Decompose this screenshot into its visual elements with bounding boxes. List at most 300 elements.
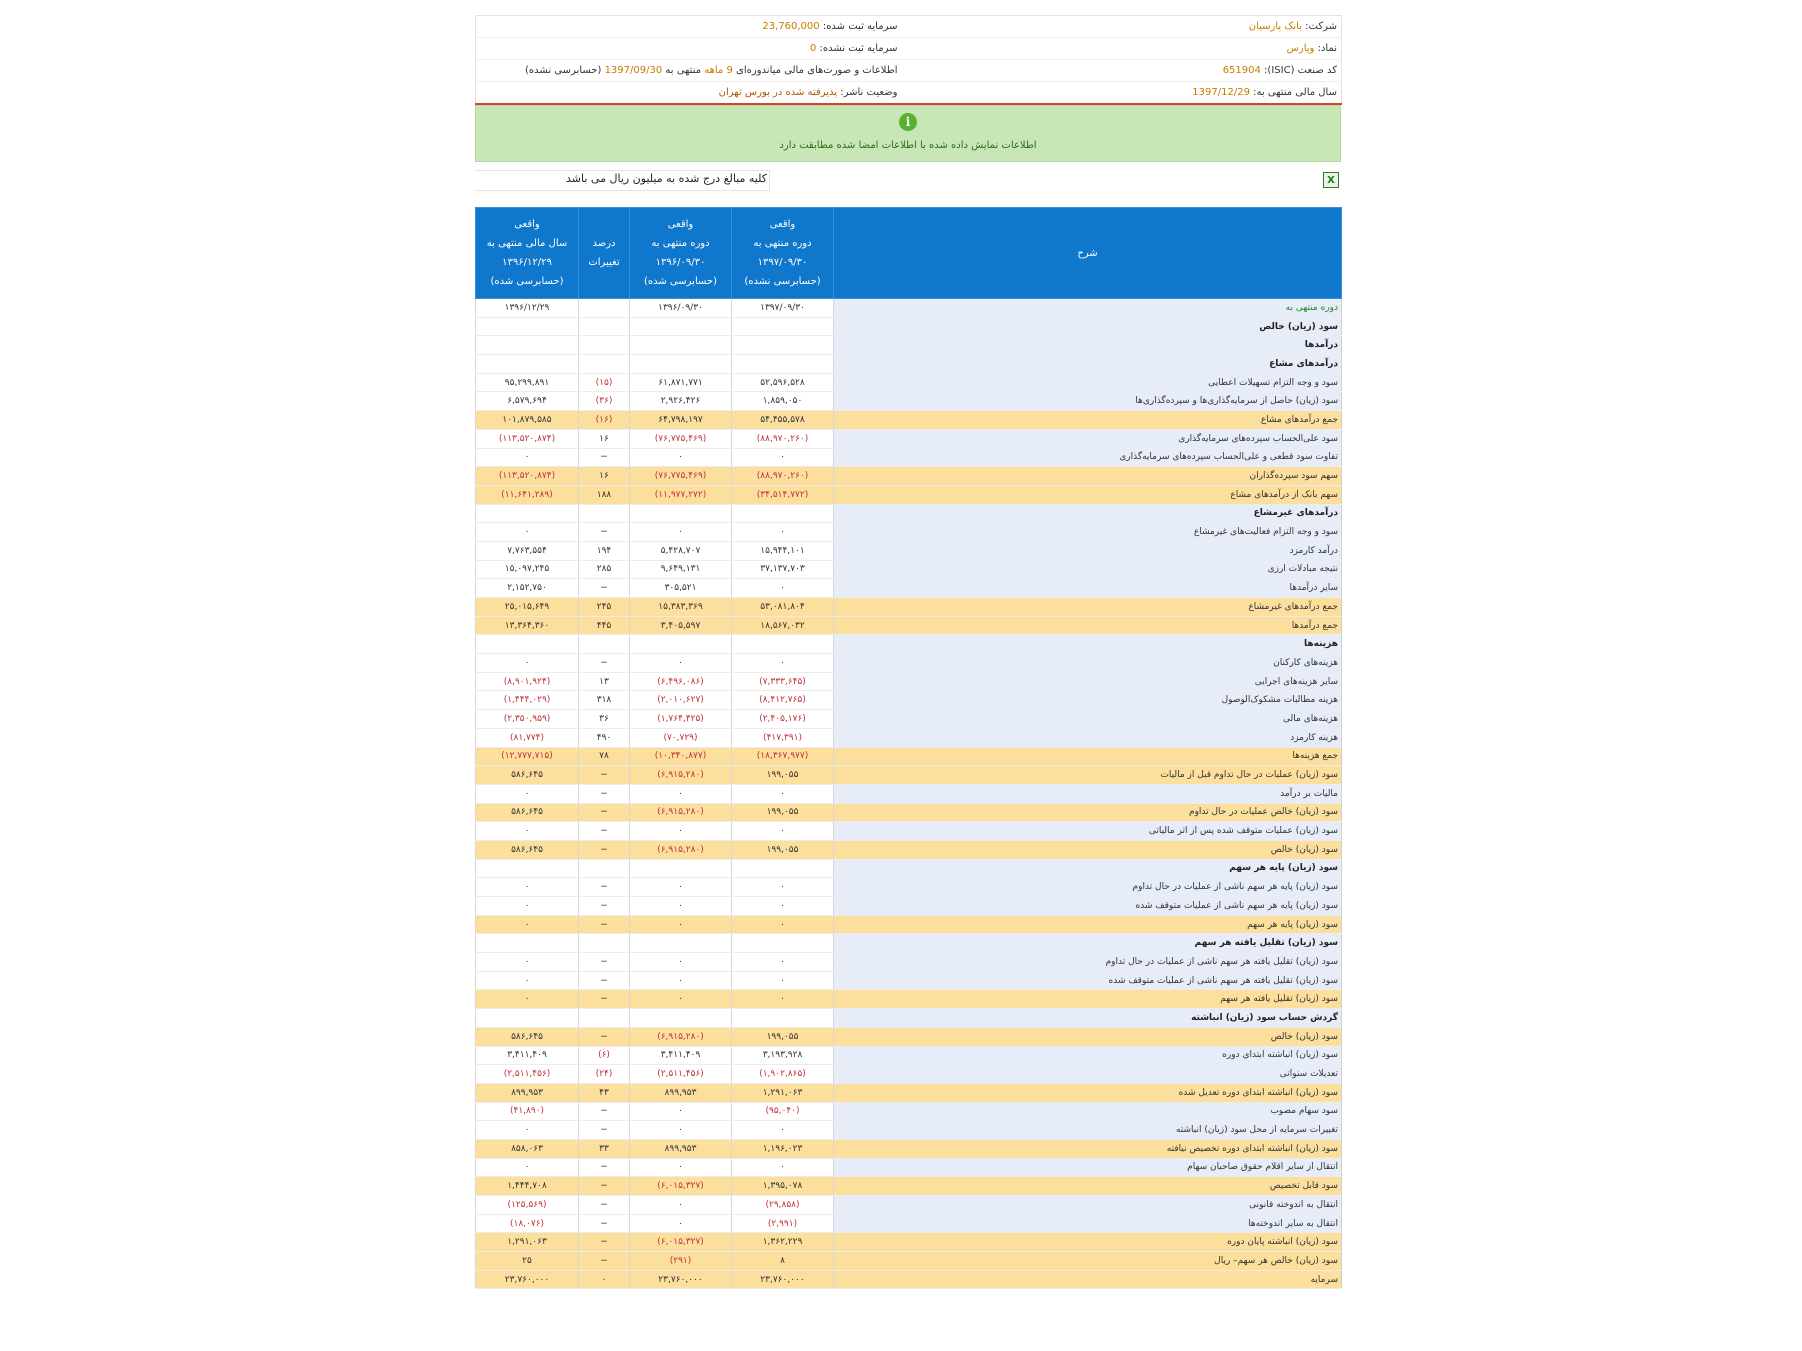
value-change: ۱۶ [579, 467, 630, 486]
value-year: ۰ [476, 784, 579, 803]
value-current: ۰ [732, 915, 834, 934]
row-description: سود (زیان) انباشته ابتدای دوره تخصیص نیافته [834, 1139, 1342, 1158]
value-current [732, 635, 834, 654]
value-prior: ۰ [630, 784, 732, 803]
value-current: ۰ [732, 822, 834, 841]
row-description: هزینه‌ها [834, 635, 1342, 654]
value-current: ۱,۸۵۹,۰۵۰ [732, 392, 834, 411]
value-year [476, 934, 579, 953]
value-current: ۱۹۹,۰۵۵ [732, 1027, 834, 1046]
verification-message: اطلاعات نمایش داده شده با اطلاعات امضا شده مطابقت دارد [779, 140, 1037, 151]
table-row [476, 672, 1342, 691]
status-value: پذیرفته شده در بورس تهران [718, 87, 838, 98]
table-row [476, 504, 1342, 523]
table-row [476, 766, 1342, 785]
value-prior: ۰ [630, 971, 732, 990]
value-change: ۴۴۵ [579, 616, 630, 635]
value-prior: ۰ [630, 523, 732, 542]
value-prior: ۶۴,۷۹۸,۱۹۷ [630, 411, 732, 430]
value-prior: (۱۱,۹۷۷,۲۷۲) [630, 485, 732, 504]
header-col-current-l2: دوره منتهی به [753, 238, 812, 249]
value-change: ۱۹۴ [579, 541, 630, 560]
table-row [476, 560, 1342, 579]
value-prior: ۰ [630, 897, 732, 916]
table-row [476, 878, 1342, 897]
value-year: ۲۵ [476, 1252, 579, 1271]
value-year: ۲,۱۵۲,۷۵۰ [476, 579, 579, 598]
header-col-year-l4: (حسابرسی شده) [490, 276, 564, 287]
row-description: سود (زیان) تقلیل یافته هر سهم [834, 990, 1342, 1009]
value-prior: ۰ [630, 1214, 732, 1233]
header-col-prior-l3: ۱۳۹۶/۰۹/۳۰ [655, 257, 706, 268]
value-year: ۱۵,۰۹۷,۲۴۵ [476, 560, 579, 579]
currency-row [475, 162, 1341, 196]
header-col-year-l1: واقعی [514, 219, 540, 230]
table-row [476, 355, 1342, 374]
value-change: − [579, 1214, 630, 1233]
value-change: − [579, 1252, 630, 1271]
value-current [732, 934, 834, 953]
table-row [476, 579, 1342, 598]
value-prior: ۳,۴۱۱,۴۰۹ [630, 1046, 732, 1065]
row-description: جمع هزینه‌ها [834, 747, 1342, 766]
table-row [476, 1196, 1342, 1215]
value-change: (۳۶) [579, 392, 630, 411]
table-header-row [476, 208, 1342, 299]
table-row [476, 1214, 1342, 1233]
row-description: سود (زیان) انباشته پایان دوره [834, 1233, 1342, 1252]
reg-capital-label: سرمایه ثبت شده: [822, 21, 898, 32]
value-change: ۰ [579, 1270, 630, 1289]
status-label: وضعیت ناشر: [840, 87, 898, 98]
table-row [476, 710, 1342, 729]
table-row [476, 654, 1342, 673]
table-row [476, 859, 1342, 878]
value-change: − [579, 1177, 630, 1196]
value-year [476, 317, 579, 336]
row-description: سود (زیان) عملیات متوقف شده پس از اثر مالیاتی [834, 822, 1342, 841]
table-row [476, 1121, 1342, 1140]
header-col-year-l3: ۱۳۹۶/۱۲/۲۹ [502, 257, 552, 268]
value-year: (۲,۵۱۱,۴۵۶) [476, 1065, 579, 1084]
value-current: ۱۹۹,۰۵۵ [732, 840, 834, 859]
value-current: ۱,۳۶۲,۲۲۹ [732, 1233, 834, 1252]
value-prior: (۷۰,۷۲۹) [630, 728, 732, 747]
company-cell [902, 16, 1342, 38]
table-row [476, 1027, 1342, 1046]
value-prior: ۰ [630, 953, 732, 972]
table-row [476, 336, 1342, 355]
header-col-year [476, 208, 579, 299]
value-change: (۱۶) [579, 411, 630, 430]
value-change: − [579, 1196, 630, 1215]
value-year: (۸۱,۷۷۴) [476, 728, 579, 747]
value-current: (۸۸,۹۷۰,۲۶۰) [732, 467, 834, 486]
row-description: تفاوت سود قطعی و علی‌الحساب سپرده‌های سرمایه‌گذاری [834, 448, 1342, 467]
value-current: ۰ [732, 953, 834, 972]
unreg-capital-cell [476, 38, 902, 60]
value-prior: (۶,۴۹۶,۰۸۶) [630, 672, 732, 691]
table-row [476, 541, 1342, 560]
value-current: ۱۹۹,۰۵۵ [732, 803, 834, 822]
value-current: ۱,۲۹۱,۰۶۳ [732, 1083, 834, 1102]
value-change: − [579, 448, 630, 467]
value-year: ۸۹۹,۹۵۳ [476, 1083, 579, 1102]
value-year: (۸,۹۰۱,۹۲۴) [476, 672, 579, 691]
value-current [732, 336, 834, 355]
value-year: ۰ [476, 448, 579, 467]
value-year: ۵۸۶,۶۴۵ [476, 840, 579, 859]
value-year: ۰ [476, 915, 579, 934]
verification-notice [475, 105, 1341, 162]
row-description: سود قابل تخصیص [834, 1177, 1342, 1196]
value-current: ۵۴,۴۵۵,۵۷۸ [732, 411, 834, 430]
value-prior [630, 635, 732, 654]
value-prior [630, 1009, 732, 1028]
row-description: جمع درآمدهای مشاع [834, 411, 1342, 430]
value-current: ۸ [732, 1252, 834, 1271]
row-description: سود علی‌الحساب سپرده‌های سرمایه‌گذاری [834, 429, 1342, 448]
value-year: ۳,۴۱۱,۴۰۹ [476, 1046, 579, 1065]
value-current: ۳,۱۹۳,۹۲۸ [732, 1046, 834, 1065]
value-current [732, 1009, 834, 1028]
report-prefix: اطلاعات و صورت‌های مالی میاندوره‌ای [736, 65, 898, 76]
symbol-value[interactable]: وپارس [1286, 43, 1315, 54]
value-current: ۱,۱۹۶,۰۲۳ [732, 1139, 834, 1158]
value-year: ۵۸۶,۶۴۵ [476, 1027, 579, 1046]
value-year: ۲۳,۷۶۰,۰۰۰ [476, 1270, 579, 1289]
value-change [579, 317, 630, 336]
value-prior: (۷۶,۷۷۵,۴۶۹) [630, 467, 732, 486]
value-year: (۴۱,۸۹۰) [476, 1102, 579, 1121]
value-prior: ۰ [630, 1121, 732, 1140]
value-prior: ۲,۹۲۶,۴۲۶ [630, 392, 732, 411]
value-current: (۷,۳۳۳,۶۴۵) [732, 672, 834, 691]
value-prior: ۵,۴۲۸,۷۰۷ [630, 541, 732, 560]
table-row [476, 1083, 1342, 1102]
value-change: − [579, 803, 630, 822]
table-row [476, 747, 1342, 766]
value-change [579, 504, 630, 523]
report-container [475, 15, 1341, 1289]
value-current: ۱۳۹۷/۰۹/۳۰ [732, 299, 834, 318]
value-current: (۹۵,۰۴۰) [732, 1102, 834, 1121]
row-description: سود سهام مصوب [834, 1102, 1342, 1121]
value-current: ۰ [732, 897, 834, 916]
value-current: (۲,۹۹۱) [732, 1214, 834, 1233]
row-description: سود (زیان) پایه هر سهم [834, 859, 1342, 878]
row-description: سود و وجه التزام فعالیت‌های غیرمشاع [834, 523, 1342, 542]
row-description: سایر هزینه‌های اجرایی [834, 672, 1342, 691]
value-change: − [579, 1158, 630, 1177]
value-prior: ۰ [630, 1102, 732, 1121]
row-description: سایر درآمدها [834, 579, 1342, 598]
value-change [579, 934, 630, 953]
header-col-current-l4: (حسابرسی نشده) [744, 276, 821, 287]
value-year: ۰ [476, 654, 579, 673]
value-current [732, 355, 834, 374]
value-change: − [579, 915, 630, 934]
row-description: دوره منتهی به [834, 299, 1342, 318]
value-year: (۱۲,۷۷۷,۷۱۵) [476, 747, 579, 766]
report-mid: منتهی به [665, 65, 702, 76]
row-description: هزینه‌های کارکنان [834, 654, 1342, 673]
table-row [476, 523, 1342, 542]
table-row [476, 1046, 1342, 1065]
value-current: (۳۴,۵۱۴,۷۷۲) [732, 485, 834, 504]
header-col-current-l3: ۱۳۹۷/۰۹/۳۰ [757, 257, 808, 268]
value-prior: ۱۵,۳۸۳,۳۶۹ [630, 598, 732, 617]
value-current: ۰ [732, 579, 834, 598]
value-year: ۰ [476, 990, 579, 1009]
row-description: سود و وجه التزام تسهیلات اعطایی [834, 373, 1342, 392]
table-row [476, 392, 1342, 411]
value-current: ۰ [732, 1121, 834, 1140]
table-row [476, 411, 1342, 430]
value-year: ۵۸۶,۶۴۵ [476, 803, 579, 822]
row-description: نتیجه مبادلات ارزی [834, 560, 1342, 579]
value-prior: ۰ [630, 448, 732, 467]
table-row [476, 1158, 1342, 1177]
value-change [579, 336, 630, 355]
row-description: انتقال به سایر اندوخته‌ها [834, 1214, 1342, 1233]
table-row [476, 1270, 1342, 1289]
table-row [476, 1009, 1342, 1028]
value-current: (۲۹,۸۵۸) [732, 1196, 834, 1215]
unreg-capital-value: 0 [809, 43, 817, 54]
unreg-capital-label: سرمایه ثبت نشده: [819, 43, 898, 54]
value-change: − [579, 784, 630, 803]
fiscal-cell [902, 82, 1342, 105]
row-description: سود (زیان) انباشته ابتدای دوره [834, 1046, 1342, 1065]
value-year: (۱۱۳,۵۲۰,۸۷۴) [476, 467, 579, 486]
value-current: (۸۸,۹۷۰,۲۶۰) [732, 429, 834, 448]
value-prior: (۱,۷۶۴,۴۲۵) [630, 710, 732, 729]
value-year: ۰ [476, 1121, 579, 1140]
value-change: − [579, 579, 630, 598]
table-row [476, 1139, 1342, 1158]
value-current: ۱۵,۹۴۴,۱۰۱ [732, 541, 834, 560]
isic-cell [902, 60, 1342, 82]
row-description: سود (زیان) خالص [834, 1027, 1342, 1046]
value-year [476, 355, 579, 374]
table-row [476, 990, 1342, 1009]
table-row [476, 691, 1342, 710]
value-current [732, 317, 834, 336]
table-row [476, 803, 1342, 822]
table-row [476, 616, 1342, 635]
value-current: (۴۱۷,۳۹۱) [732, 728, 834, 747]
value-prior [630, 859, 732, 878]
value-current: ۰ [732, 971, 834, 990]
value-current: ۳۷,۱۳۷,۷۰۳ [732, 560, 834, 579]
table-row [476, 784, 1342, 803]
row-description: درآمدهای غیرمشاع [834, 504, 1342, 523]
value-year: ۰ [476, 971, 579, 990]
value-change: − [579, 953, 630, 972]
header-col-prior [630, 208, 732, 299]
value-prior [630, 934, 732, 953]
row-description: سود (زیان) پایه هر سهم [834, 915, 1342, 934]
value-prior: (۶,۹۱۵,۲۸۰) [630, 1027, 732, 1046]
row-description: انتقال از سایر اقلام حقوق صاحبان سهام [834, 1158, 1342, 1177]
value-prior: ۲۳,۷۶۰,۰۰۰ [630, 1270, 732, 1289]
company-name[interactable]: بانک پارسیان [1248, 21, 1302, 32]
value-change: ۱۶ [579, 429, 630, 448]
value-prior [630, 504, 732, 523]
value-year: (۱,۴۴۴,۰۲۹) [476, 691, 579, 710]
value-year: ۱,۴۴۴,۷۰۸ [476, 1177, 579, 1196]
value-year: ۷,۷۶۳,۵۵۴ [476, 541, 579, 560]
table-row [476, 373, 1342, 392]
value-change: ۳۱۸ [579, 691, 630, 710]
header-col-change [579, 208, 630, 299]
value-change [579, 355, 630, 374]
value-prior [630, 336, 732, 355]
row-description: سرمایه [834, 1270, 1342, 1289]
value-change: (۶) [579, 1046, 630, 1065]
table-row [476, 1065, 1342, 1084]
report-date: 1397/09/30 [604, 65, 663, 76]
row-description: سود (زیان) تقلیل یافته هر سهم ناشی از عملیات متوقف شده [834, 971, 1342, 990]
value-current: ۱,۳۹۵,۰۷۸ [732, 1177, 834, 1196]
table-row [476, 467, 1342, 486]
value-change [579, 635, 630, 654]
value-year: ۱۳۹۶/۱۲/۲۹ [476, 299, 579, 318]
company-label: شرکت: [1305, 21, 1337, 32]
row-description: سود (زیان) پایه هر سهم ناشی از عملیات در حال تداوم [834, 878, 1342, 897]
header-desc: شرح [834, 208, 1342, 299]
value-prior: ۰ [630, 878, 732, 897]
value-change: − [579, 990, 630, 1009]
value-prior: ۰ [630, 915, 732, 934]
table-row [476, 485, 1342, 504]
value-change: − [579, 1027, 630, 1046]
value-year: ۵۸۶,۶۴۵ [476, 766, 579, 785]
row-description: جمع درآمدهای غیرمشاع [834, 598, 1342, 617]
value-year: ۱,۲۹۱,۰۶۳ [476, 1233, 579, 1252]
value-current [732, 504, 834, 523]
value-year: (۱۲۵,۵۶۹) [476, 1196, 579, 1215]
header-col-prior-l2: دوره منتهی به [651, 238, 710, 249]
value-year [476, 859, 579, 878]
header-col-change-l1: درصد [592, 238, 616, 249]
reg-capital-value: 23,760,000 [762, 21, 820, 32]
value-year [476, 1009, 579, 1028]
currency-note: کلیه مبالغ درج شده به میلیون ریال می باشد [566, 172, 767, 185]
value-prior: (۶,۰۱۵,۳۲۷) [630, 1233, 732, 1252]
row-description: سود (زیان) تقلیل یافته هر سهم [834, 934, 1342, 953]
value-current: (۸,۴۱۲,۷۶۵) [732, 691, 834, 710]
row-description: انتقال به اندوخته قانونی [834, 1196, 1342, 1215]
value-current: (۱۸,۳۶۷,۹۷۷) [732, 747, 834, 766]
value-current: ۵۲,۵۹۶,۵۲۸ [732, 373, 834, 392]
value-prior: ۰ [630, 1196, 732, 1215]
row-description: سهم سود سپرده‌گذاران [834, 467, 1342, 486]
value-prior: (۶,۹۱۵,۲۸۰) [630, 840, 732, 859]
row-description: سود (زیان) انباشته ابتدای دوره تعدیل شده [834, 1083, 1342, 1102]
value-change [579, 1009, 630, 1028]
header-col-change-l2: تغییرات [588, 257, 620, 268]
value-change: (۲۴) [579, 1065, 630, 1084]
value-change: ۳۶ [579, 710, 630, 729]
value-year: (۲,۳۵۰,۹۵۹) [476, 710, 579, 729]
row-description: درآمدها [834, 336, 1342, 355]
value-current: ۰ [732, 523, 834, 542]
row-description: هزینه‌های مالی [834, 710, 1342, 729]
value-change: ۴۹۰ [579, 728, 630, 747]
table-row [476, 1177, 1342, 1196]
value-year: ۱۰۱,۸۷۹,۵۸۵ [476, 411, 579, 430]
value-year: ۰ [476, 523, 579, 542]
row-description: سود (زیان) خالص عملیات در حال تداوم [834, 803, 1342, 822]
value-change: ۱۳ [579, 672, 630, 691]
value-prior: (۶,۰۱۵,۳۲۷) [630, 1177, 732, 1196]
isic-value: 651904 [1222, 65, 1261, 76]
value-change: ۴۳ [579, 1083, 630, 1102]
row-description: سود (زیان) تقلیل یافته هر سهم ناشی از عملیات در حال تداوم [834, 953, 1342, 972]
value-prior [630, 355, 732, 374]
fiscal-value: 1397/12/29 [1192, 87, 1250, 98]
report-title-cell [476, 60, 902, 82]
value-change: − [579, 1233, 630, 1252]
reg-capital-cell [476, 16, 902, 38]
value-prior: ۳۰۵,۵۲۱ [630, 579, 732, 598]
table-row [476, 971, 1342, 990]
symbol-label: نماد: [1317, 43, 1337, 54]
value-current: ۰ [732, 784, 834, 803]
value-year: ۰ [476, 878, 579, 897]
row-description: درآمد کارمزد [834, 541, 1342, 560]
header-col-prior-l1: واقعی [667, 219, 694, 230]
table-row [476, 635, 1342, 654]
row-description: جمع درآمدها [834, 616, 1342, 635]
table-row [476, 953, 1342, 972]
value-prior: ۶۱,۸۷۱,۷۷۱ [630, 373, 732, 392]
row-description: سود (زیان) عملیات در حال تداوم قبل از مالیات [834, 766, 1342, 785]
value-prior: ۰ [630, 822, 732, 841]
value-year: (۱۱۳,۵۲۰,۸۷۴) [476, 429, 579, 448]
value-year: ۱۳,۳۶۴,۳۶۰ [476, 616, 579, 635]
value-year [476, 504, 579, 523]
value-current: ۵۳,۰۸۱,۸۰۴ [732, 598, 834, 617]
table-row [476, 317, 1342, 336]
value-change: ۱۸۸ [579, 485, 630, 504]
value-current: ۰ [732, 448, 834, 467]
status-cell [476, 82, 902, 105]
excel-icon[interactable]: X [1323, 172, 1339, 188]
value-change: − [579, 878, 630, 897]
value-prior: (۲,۰۱۰,۶۲۷) [630, 691, 732, 710]
value-year: ۸۵۸,۰۶۳ [476, 1139, 579, 1158]
value-current [732, 859, 834, 878]
value-change: ۲۸۵ [579, 560, 630, 579]
value-year: (۱۸,۰۷۶) [476, 1214, 579, 1233]
row-description: سود (زیان) پایه هر سهم ناشی از عملیات متوقف شده [834, 897, 1342, 916]
value-change: − [579, 523, 630, 542]
row-description: تعدیلات سنواتی [834, 1065, 1342, 1084]
symbol-cell [902, 38, 1342, 60]
value-current: ۰ [732, 654, 834, 673]
value-current: ۰ [732, 990, 834, 1009]
value-prior: (۶,۹۱۵,۲۸۰) [630, 766, 732, 785]
value-current: (۲,۴۰۵,۱۷۶) [732, 710, 834, 729]
table-body [476, 299, 1342, 1289]
row-description: سود (زیان) حاصل از سرمایه‌گذاری‌ها و سپرده‌گذاری‌ها [834, 392, 1342, 411]
table-row [476, 897, 1342, 916]
value-change: − [579, 1121, 630, 1140]
row-description: سود (زیان) خالص [834, 317, 1342, 336]
